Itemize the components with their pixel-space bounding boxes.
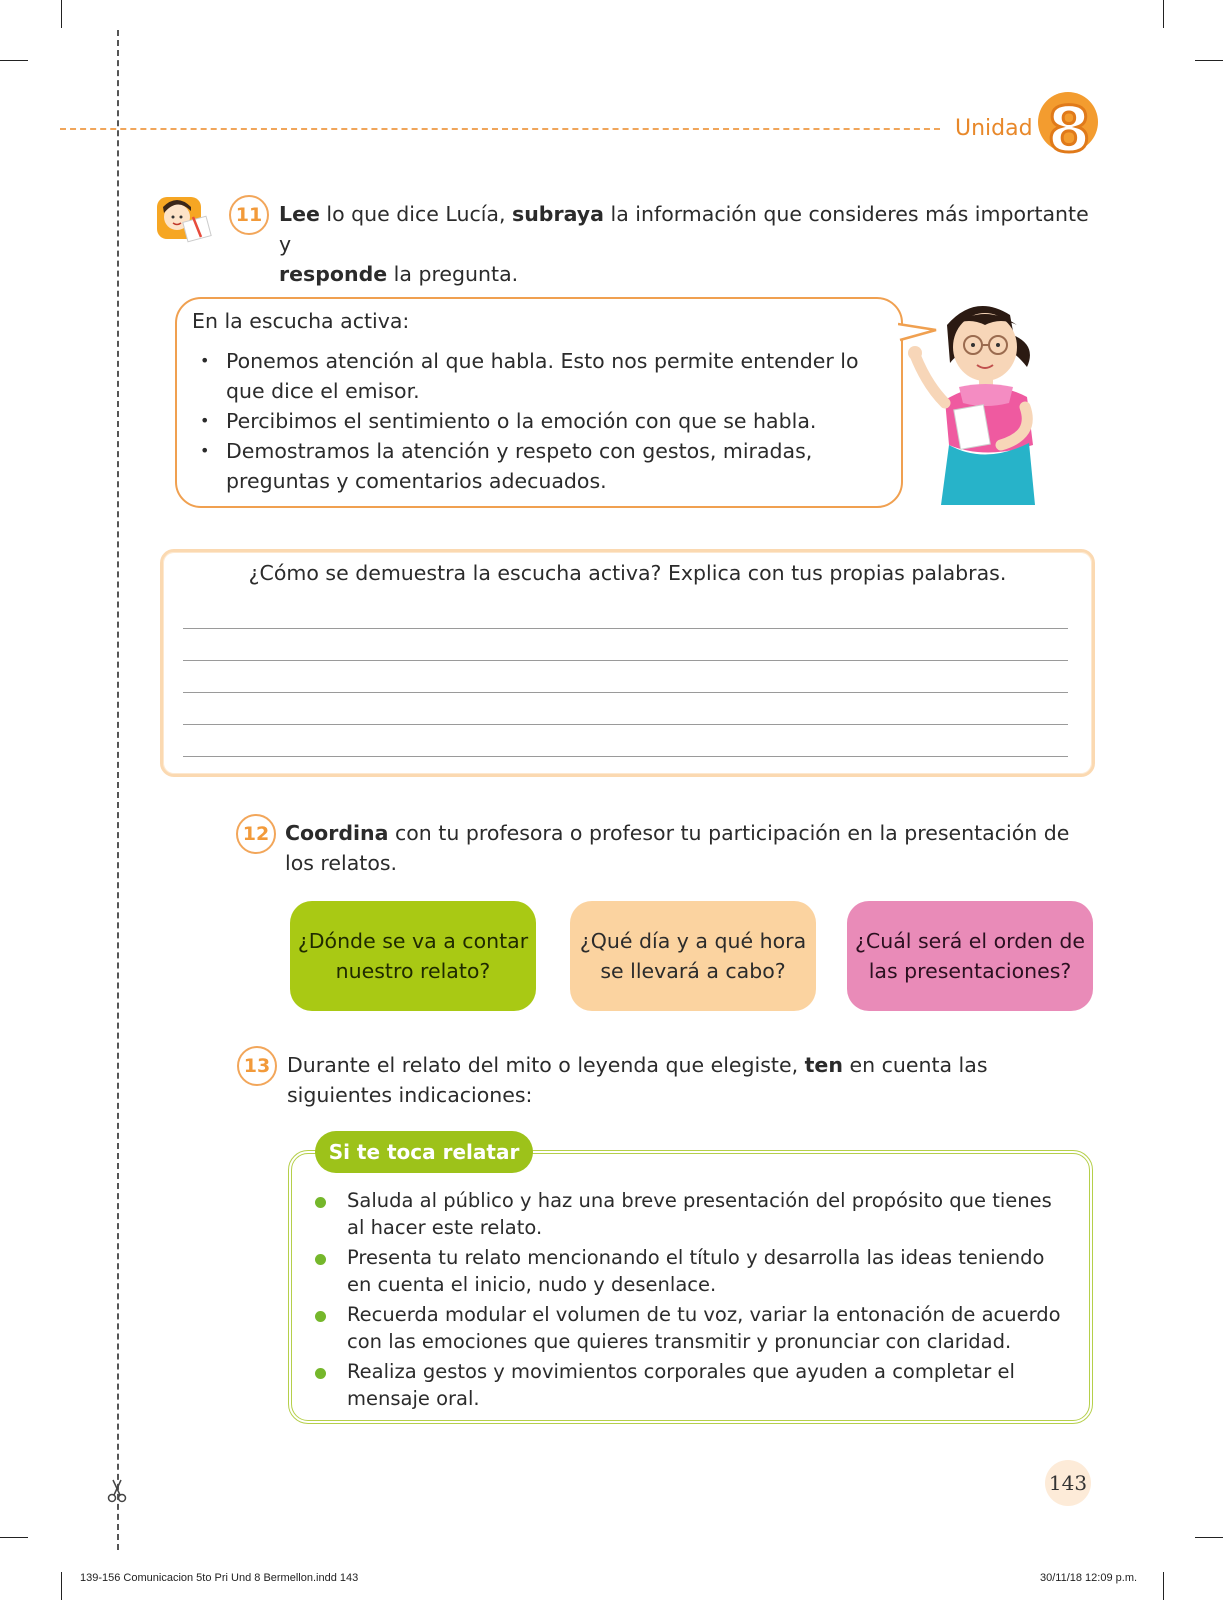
crop-mark [0, 60, 28, 61]
card-where: ¿Dónde se va a contar nuestro relato? [290, 901, 536, 1011]
card-when: ¿Qué día y a qué hora se llevará a cabo? [570, 901, 816, 1011]
speech-bubble-text [192, 306, 882, 496]
crop-mark [1195, 60, 1223, 61]
crop-mark [1163, 1572, 1164, 1600]
list-item: Saluda al público y haz una breve presentación del propósito que tienes al hacer este relato. [312, 1188, 1072, 1241]
crop-mark [0, 1537, 28, 1538]
bold-verb: ten [804, 1053, 843, 1077]
speech-bullet: • Percibimos el sentimiento o la emoción con que se habla. [192, 406, 882, 436]
speech-bullet: • Demostramos la atención y respeto con gestos, miradas, preguntas y comentarios adecuados. [192, 436, 882, 496]
answer-line[interactable] [183, 724, 1068, 725]
activity-12-instruction: Coordina con tu profesora o profesor tu participación en la presentación de los relatos. [285, 821, 1070, 875]
list-item: Realiza gestos y movimientos corporales que ayuden a completar el mensaje oral. [312, 1359, 1072, 1412]
scissors-icon [105, 1478, 129, 1504]
crop-mark [61, 1572, 62, 1600]
crop-mark [1163, 0, 1164, 28]
question-text: ¿Cómo se demuestra la escucha activa? Explica con tus propias palabras. [248, 561, 1007, 585]
writing-girl-icon [155, 195, 215, 243]
activity-11-instruction: Lee lo que dice Lucía, subraya la información que consideres más importante y responde la pregunta. [279, 202, 1089, 286]
crop-mark [61, 0, 62, 28]
bold-verb: subraya [512, 202, 604, 226]
relatar-title: Si te toca relatar [315, 1131, 533, 1173]
answer-line[interactable] [183, 628, 1068, 629]
activity-13-instruction: Durante el relato del mito o leyenda que elegiste, ten en cuenta las siguientes indicaciones: [287, 1053, 988, 1107]
crop-mark [1195, 1537, 1223, 1538]
activity-number-12: 12 [236, 814, 276, 854]
bold-verb: Coordina [285, 821, 389, 845]
page-number: 143 [1045, 1460, 1091, 1506]
footer-file-info: 139-156 Comunicacion 5to Pri Und 8 Bermellon.indd 143 [80, 1572, 359, 1584]
activity-number-11: 11 [229, 195, 269, 235]
header-divider [60, 128, 940, 130]
unit-label: Unidad [955, 116, 1033, 141]
lucia-illustration [905, 295, 1065, 510]
unit-number: 8 [1047, 93, 1091, 166]
answer-line[interactable] [183, 756, 1068, 757]
card-order: ¿Cuál será el orden de las presentaciones? [847, 901, 1093, 1011]
speech-bullet: • Ponemos atención al que habla. Esto nos permite entender lo que dice el emisor. [192, 346, 882, 406]
answer-line[interactable] [183, 692, 1068, 693]
list-item: Recuerda modular el volumen de tu voz, variar la entonación de acuerdo con las emociones que quieres transmitir y pronunciar con claridad. [312, 1302, 1072, 1355]
answer-line[interactable] [183, 660, 1068, 661]
relatar-list [312, 1188, 1072, 1416]
bold-verb: Lee [279, 202, 320, 226]
bold-verb: responde [279, 262, 388, 286]
list-item: Presenta tu relato mencionando el título y desarrolla las ideas teniendo en cuenta el inicio, nudo y desenlace. [312, 1245, 1072, 1298]
speech-intro: En la escucha activa: [192, 309, 410, 333]
activity-number-13: 13 [237, 1046, 277, 1086]
cut-line [117, 30, 119, 1550]
footer-date: 30/11/18 12:09 p.m. [1040, 1572, 1138, 1584]
